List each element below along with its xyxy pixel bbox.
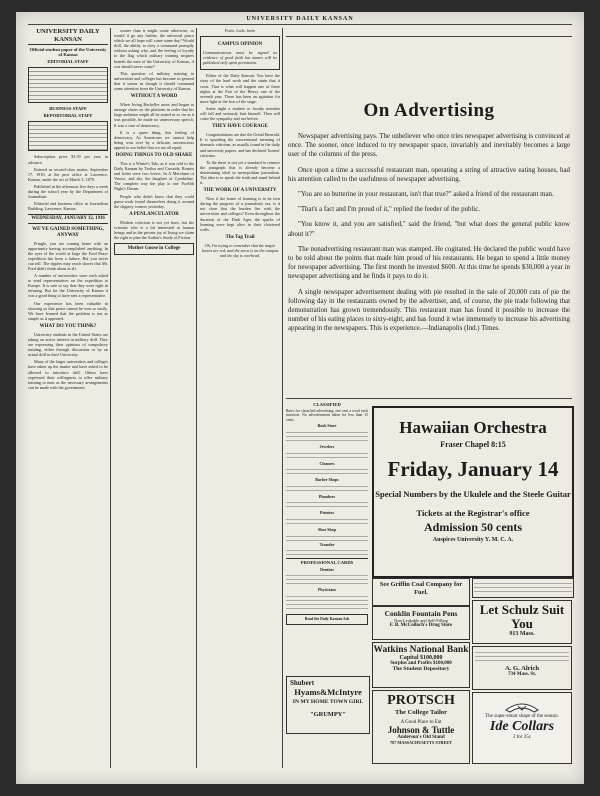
classified-subhead: Barber Shops: [315, 477, 339, 483]
watkins-surplus: Surplus and Profits $100,000: [390, 661, 452, 666]
editorial-paragraph: Our experience has been valuable in showing us that peace cannot be won so easily. We have learned that the problem is not as simple as it appeared.: [28, 300, 108, 321]
editorial-paragraph: This question of military training in universities and colleges has become so general that it seems as though it should command some attention from the University of Kansas.: [114, 70, 194, 92]
campus-opinion-note: Communications must be signed as evidence of good faith but names will be published only upon permission.: [203, 50, 277, 66]
reportorial-staff-heading: REPORTORIAL STAFF: [43, 113, 93, 119]
classified-listing: [286, 466, 368, 476]
hawaiian-auspices: Auspices University Y. M. C. A.: [432, 537, 514, 543]
classified-subhead: Shoe Shop: [318, 526, 336, 532]
reporter-listing: [28, 121, 108, 151]
column-divider: [282, 28, 283, 768]
conklin-title: Conklin Fountain Pens: [384, 609, 458, 618]
classified-footer: Read the Daily Kansan Ads: [286, 614, 368, 625]
classified-heading: CLASSIFIED: [313, 402, 341, 407]
advertising-paragraph: "That's a fact and I'm proud of it," replied the feeder of the public.: [298, 206, 481, 214]
hawaiian-date: Friday, January 14: [387, 457, 559, 481]
conklin-pens-ad: [372, 606, 470, 640]
dateline: WEDNESDAY, JANUARY 12, 1916: [28, 214, 108, 223]
collar-illustration-icon: [502, 696, 542, 714]
let-schulz-address: 913 Mass.: [509, 631, 535, 637]
subscription-note: Subscription price $1.50 per year in advance.: [28, 154, 108, 165]
classified-column: [286, 402, 368, 670]
classified-rates: Rates for classified advertising: one cent a word each insertion. No advertisement taken for less than 15 cents.: [286, 408, 368, 422]
johnson-title: Johnson & Tuttle: [387, 725, 455, 735]
advertising-paragraph: "You know it, and you are satisfied," said the friend, "but what does the general public know about it?": [288, 221, 570, 238]
alrich-printing-ad: [472, 646, 572, 690]
published-note: Published in the afternoon five days a week during the school year by the Department of Journalism.: [28, 183, 108, 200]
editorial-column-2: [114, 28, 194, 768]
protsch-subtitle: The College Tailor: [394, 709, 448, 716]
watkins-capital: Capital $100,000: [399, 655, 443, 661]
advertising-article: [288, 100, 570, 396]
editorial-headline: THE WORK OF A UNIVERSITY: [203, 188, 277, 194]
johnson-pre: A Good Place to Eat: [400, 720, 442, 725]
editorial-paragraph: This is a Winter's Tale, as it was told to the Daily Kansan by Troilus and Cressida. Romeo and Juliet were two lovers. In A Merchant of Venice, and she, the daughter of Cymbeline. The complete way the play is one Twelfth Night's Dream.: [114, 160, 194, 192]
poem: Oh, I'm trying to remember that the maple leaves are red, and the snow is on the campus and the sky is overhead.: [201, 242, 279, 258]
hawaiian-special: Special Numbers by the Ukulele and the Steele Guitar: [375, 489, 571, 499]
small-notice: [472, 578, 574, 598]
editorial-headline: WITHOUT A WORD: [130, 94, 178, 100]
griffin-coal-ad: See Griffin Coal Company for Fuel.: [372, 578, 470, 606]
advertising-paragraph: Newspaper advertising pays. The unbeliever who once tries newspaper advertising is convinced at once. The sooner, once induced to try newspaper space, invariably and inevitably becomes a large user of the columns of the press.: [288, 133, 570, 159]
hawaiian-orchestra-ad: [372, 406, 574, 578]
hawaiian-title: Hawaiian Orchestra: [399, 418, 547, 437]
editorial-paragraph: People who didn't know that they could guess-work found themselves doing it around the slippery corners yesterday.: [114, 193, 194, 209]
editorial-column-1: [28, 28, 108, 768]
grumpy-title: "GRUMPY": [310, 711, 346, 718]
classified-listing: [286, 547, 368, 555]
editorial-column-3: [200, 28, 280, 768]
ide-title: Ide Collars: [489, 719, 555, 734]
editorial-paragraph: To the three is not yet a standard to remove the paragraph that is already become a determining ideal in metropolitan journalism. The idea is to speak the truth and stand behind it.: [200, 159, 280, 186]
entered-note: Entered as second-class matter, September 17, 1910, at the post office at Lawrence, Kansas, under the act of March 3, 1879.: [28, 166, 108, 182]
alrich-title: A. G. Alrich: [504, 665, 540, 672]
notice-text: [474, 580, 572, 592]
editorial-staff-heading: EDITORIAL STAFF: [47, 59, 89, 65]
hawaiian-admission: Admission 50 cents: [423, 520, 522, 534]
editorial-paragraph: Modern criticism is not yet born, but the scientist who is a bit interested in human beings and in the private joy of living we claim the right to plan the Author's Study of Fiction.: [114, 219, 194, 241]
masthead-rule: [28, 24, 572, 25]
protsch-tailor-ad: [372, 690, 470, 764]
column-divider: [110, 28, 111, 768]
editorial-headline: DOING THINGS TO OLD SHAKE: [115, 152, 193, 158]
classified-listing: [286, 572, 368, 586]
advertising-paragraph: "You are so butterine in your restaurant, isn't that true?" asked a friend of the restaurant man.: [298, 191, 554, 199]
editorial-headline: WE'VE GAINED SOMETHING, ANYWAY: [32, 226, 104, 238]
conklin-subtitle: Non-Leakable and Self-Filling: [394, 618, 448, 623]
classified-listing: [286, 429, 368, 443]
campus-opinion-box: [200, 36, 280, 70]
classified-listing: [286, 516, 368, 526]
johnson-sub: Anderson's Old Stand: [397, 735, 445, 740]
official-line: Official student paper of the University of Kansas: [29, 47, 107, 58]
editorial-paragraph: Now if the home of learning is to be torn during the progress of a journalistic era, is it not clear that the burden lies with the universities and colleges? Even throughout the duration of the Dark Ages the sparks of learning were kept alive in their cloistered walls.: [200, 196, 280, 232]
poem: Fools, fools, fools: [224, 28, 256, 33]
editorial-headline: A PENLANCULATOR: [129, 211, 179, 217]
ide-tagline: The super-smart shape of the season.: [485, 714, 559, 719]
advertising-paragraph: The nonadvertising restaurant man was stamped. He cogitated. He declared the public would have to be told about the points that made him proud of his restaurants. He began to spend a little money for newspaper advertising. The first month he invested $600. At this time he spends $30,000 a year in newspaper advertising and he finds it pays to do it.: [288, 245, 570, 281]
classified-subhead: Jewelers: [319, 443, 335, 449]
column-footer: Mother Goose in College: [114, 243, 194, 255]
editorial-headline: WHAT DO YOU THINK?: [39, 323, 97, 329]
editorial-paragraph: University students in the United States are taking an active interest in military drill. They are expressing their opinions of compulsory training, either through discussion or by an actual drill in their University.: [28, 331, 108, 358]
advertising-headline: On Advertising: [363, 100, 495, 121]
classified-listing: [286, 450, 368, 460]
classified-listing: [286, 499, 368, 509]
conklin-store: F. B. McColloch's Drug Store: [389, 623, 453, 628]
classified-listing: [286, 483, 368, 493]
let-schulz-ad: [472, 600, 572, 644]
masthead: UNIVERSITY DAILY KANSAN: [246, 16, 354, 22]
classified-subhead: Plumbers: [318, 493, 336, 499]
classified-subhead: Dentists: [320, 566, 334, 572]
hyams-title: Hyams&McIntyre: [294, 687, 362, 697]
classified-subhead: Cleaners: [319, 460, 335, 466]
alrich-text: [475, 649, 569, 663]
hawaiian-time: Fraser Chapel 8:15: [440, 440, 506, 449]
classified-subhead: Physicians: [317, 587, 336, 593]
column-divider: [196, 28, 197, 768]
watkins-bank-ad: [372, 642, 470, 688]
advertising-top-rule: [286, 36, 572, 37]
alrich-address: 734 Mass. St.: [507, 672, 537, 677]
advertising-paragraph: A single newspaper advertisement dealing with pie resulted in the sale of 20,000 cuts of pie the following day in the restaurants owned by the advertiser, and, of course, the pie trade following that demonstration has grown tremendously. This restaurant man has found it possible to increase the number of his eating places to sixty-eight, and has found it wise immensely to increase his advertising appearing in the newspapers. This is experience.—Indianapolis (Ind.) Times.: [288, 288, 570, 333]
shubert-theater-ad: [286, 676, 370, 734]
classified-listing: [286, 593, 368, 611]
business-staff-heading: BUSINESS STAFF: [49, 106, 87, 112]
editorial-paragraph: It is a queer thing, this feeling of democracy. As Americans we cannot help being won over by a delicate, unconscious appeal to our belief that we are all equal.: [114, 129, 194, 150]
staff-listing: [28, 67, 108, 103]
letter-paragraph: Some night a student or faculty member will fall and seriously hurt himself. Then will come the sympathy and not before.: [200, 105, 280, 122]
johnson-address: 787 MASSACHUSETTS STREET: [390, 740, 452, 745]
hawaiian-tickets: Tickets at the Registrar's office: [416, 508, 530, 518]
ide-price: 2 for 25c: [512, 735, 532, 740]
poem-title: The Tag Trail: [225, 234, 255, 240]
office-note: Editorial and business office in Journalism Building. Lawrence, Kansas.: [28, 201, 108, 212]
classified-subhead: Book Store: [317, 423, 337, 429]
editorial-paragraph: sooner than it might come otherwise, or would it go any further, the universal peace which we all hope will come some day? Would drill, the ability to obey a command promptly without asking why, and the feeling of loyalty to the flag which military training inspires benefit the men of the University of Kansas, if war should never come?: [114, 28, 194, 69]
shubert-title: Shubert: [290, 679, 315, 687]
editorial-paragraph: Pringle, you are coming home with an opportunity having accomplished anything. In the eyes of the world at large the Ford Peace expedition has been a failure. But you never can tell. The ripples may reach shores that Mr. Ford didn't think about at all.: [28, 240, 108, 271]
hyams-subtitle: IN MY HOME TOWN GIRL: [292, 699, 364, 705]
editorial-headline: THEY HAVE COURAGE: [212, 124, 268, 130]
editorial-paragraph: Many of the larger universities and colleges have taken up the matter and have asked to be allowed to introduce drill. Others have expressed their willingness to offer military training to men as the necessary arrangements can be made with the government.: [28, 359, 108, 390]
newspaper-page: [16, 12, 584, 784]
editorial-paragraph: When Irving Bacheller arose and began to arrange chairs on the platform in order that his large audience might all be seated in so far as it was possible, he made no unnecessary speech. It was a case of democracy.: [114, 102, 194, 128]
campus-opinion-heading: CAMPUS OPINION: [217, 42, 263, 48]
classified-subhead: Printers: [320, 510, 334, 516]
editorial-paragraph: Congratulations are due the Oread Emerald. It is upsetting the conventional meaning of dramatic criticism, as usually found in the daily and university papers, and has declared 'honest' criticism.: [200, 132, 280, 158]
advertising-bottom-rule: [286, 398, 572, 399]
letter-paragraph: Editor of the Daily Kansan: You have the story of the hard work and the strain that it costs. That is what will happen one of these nights at the Fair of the Heavy one of the seventh year. There has been an agitation for more light at the foot of the stage.: [200, 73, 280, 104]
advertising-paragraph: Once upon a time a successful restaurant man, operating a string of attractive eating houses, had his attention called to the usefulness of newspaper advertising.: [288, 166, 570, 183]
protsch-title: PROTSCH: [387, 693, 455, 708]
classified-listing: [286, 533, 368, 541]
professional-cards-heading: PROFESSIONAL CARDS: [286, 558, 368, 566]
let-schulz-title: Let Schulz Suit You: [479, 602, 565, 631]
editorial-paragraph: A number of universities were each asked to send representatives on the expedition to Europe. It is safe to say that they were right in refusing. But for the University of Kansas it was a good thing to have sent a representative.: [28, 273, 108, 299]
watkins-title: Watkins National Bank: [373, 645, 469, 655]
ide-collars-ad: [472, 692, 572, 764]
watkins-depository: The Student Depository: [392, 666, 450, 672]
nameplate: UNIVERSITY DAILY KANSAN: [28, 28, 108, 45]
classified-subhead: Transfer: [319, 541, 335, 547]
